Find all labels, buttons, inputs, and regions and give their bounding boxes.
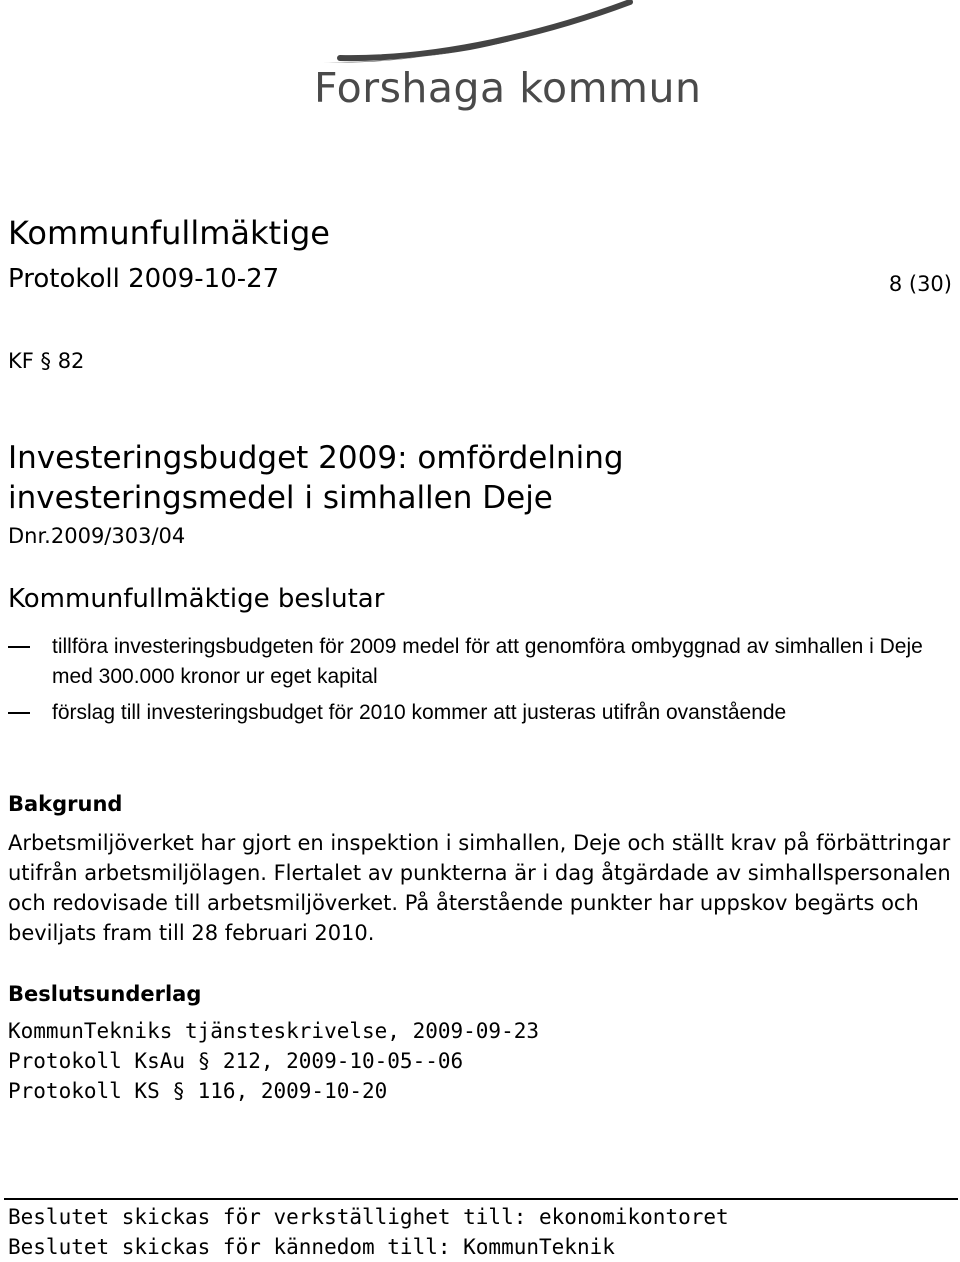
basis-item: KommunTekniks tjänsteskrivelse, 2009-09-23 <box>8 1019 540 1043</box>
case-heading <box>8 438 908 518</box>
case-heading-line-2: investeringsmedel i simhallen Deje <box>8 480 553 516</box>
background-text: Arbetsmiljöverket har gjort en inspektion i simhallen, Deje och ställt krav på förbättringar utifrån arbetsmiljölagen. Flertalet av punkterna är i dag åtgärdade av simhallspersonalen och redovisade till arbetsmiljöverket. På återstående punkter har uppskov begärts och beviljats fram till 28 februari 2010. <box>8 831 951 945</box>
distribution-notice: Beslutet skickas för kännedom till: KommunTeknik <box>8 1235 615 1259</box>
case-heading-line-1: Investeringsbudget 2009: omfördelning <box>8 440 624 476</box>
dash-bullet-icon <box>8 712 30 714</box>
background-heading: Bakgrund <box>8 792 123 816</box>
document-title: Kommunfullmäktige <box>8 214 330 252</box>
distribution-execution: Beslutet skickas för verkställighet till: ekonomikontoret <box>8 1205 729 1229</box>
decision-item <box>8 632 958 692</box>
footer-divider <box>4 1198 958 1200</box>
basis-heading: Beslutsunderlag <box>8 982 202 1006</box>
paragraph-reference: KF § 82 <box>8 349 85 373</box>
decision-heading: Kommunfullmäktige beslutar <box>8 584 385 614</box>
logo-swoosh-icon <box>300 0 660 70</box>
municipality-logo <box>300 0 702 120</box>
decision-item <box>8 698 958 728</box>
basis-item: Protokoll KS § 116, 2009-10-20 <box>8 1079 388 1103</box>
decision-list <box>8 632 958 728</box>
protocol-date: Protokoll 2009-10-27 <box>8 264 280 294</box>
registration-number: Dnr.2009/303/04 <box>8 524 186 548</box>
basis-list <box>8 1016 539 1106</box>
page-number: 8 (30) <box>888 272 952 296</box>
distribution-footer <box>8 1202 729 1262</box>
logo-wordmark: Forshaga kommun <box>314 64 702 112</box>
decision-item-text: tillföra investeringsbudgeten för 2009 medel för att genomföra ombyggnad av simhallen i Deje med 300.000 kronor ur eget kapital <box>52 635 923 688</box>
dash-bullet-icon <box>8 646 30 648</box>
basis-item: Protokoll KsAu § 212, 2009-10-05--06 <box>8 1049 464 1073</box>
decision-item-text: förslag till investeringsbudget för 2010 kommer att justeras utifrån ovanstående <box>52 701 787 724</box>
